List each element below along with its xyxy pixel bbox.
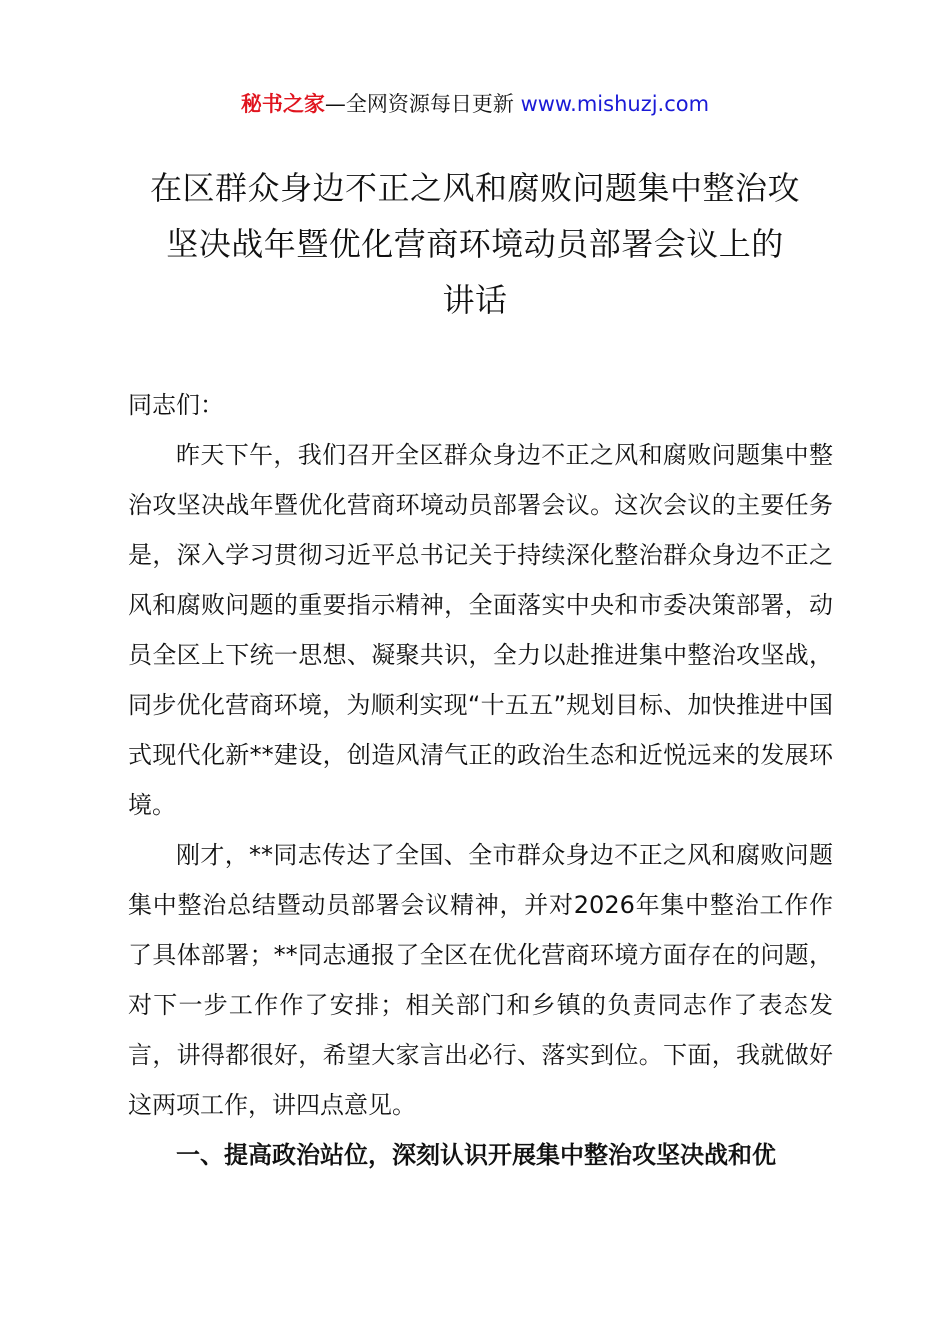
- header-tagline: —全网资源每日更新: [324, 92, 514, 116]
- section-heading-1: 一、提高政治站位，深刻认识开展集中整治攻坚决战和优: [176, 1140, 776, 1169]
- paragraph-1: 昨天下午，我们召开全区群众身边不正之风和腐败问题集中整治攻坚决战年暨优化营商环境动员部署会议。这次会议的主要任务是，深入学习贯彻习近平总书记关于持续深化整治群众身边不正之风和腐败问题的重要指示精神，全面落实中央和市委决策部署，动员全区上下统一思想、凝聚共识，全力以赴推进集中整治攻坚战，同步优化营商环境，为顺利实现“十五五”规划目标、加快推进中国式现代化新**建设，创造风清气正的政治生态和近悦远来的发展环境。: [128, 441, 833, 819]
- document-title: [110, 160, 840, 328]
- title-line-3: 讲话: [442, 281, 508, 319]
- paragraph-2: 刚才，**同志传达了全国、全市群众身边不正之风和腐败问题集中整治总结暨动员部署会议精神，并对2026年集中整治工作作了具体部署；**同志通报了全区在优化营商环境方面存在的问题，对下一步工作作了安排；相关部门和乡镇的负责同志作了表态发言，讲得都很好，希望大家言出必行、落实到位。下面，我就做好这两项工作，讲四点意见。: [128, 841, 833, 1119]
- brand-name: 秘书之家: [240, 92, 325, 116]
- title-line-2: 坚决战年暨优化营商环境动员部署会议上的: [166, 225, 784, 263]
- site-header: [0, 88, 950, 120]
- document-body: [128, 380, 833, 1180]
- salutation: 同志们：: [128, 391, 224, 419]
- title-line-1: 在区群众身边不正之风和腐败问题集中整治攻: [149, 169, 800, 207]
- site-url-link[interactable]: www.mishuzj.com: [520, 92, 710, 116]
